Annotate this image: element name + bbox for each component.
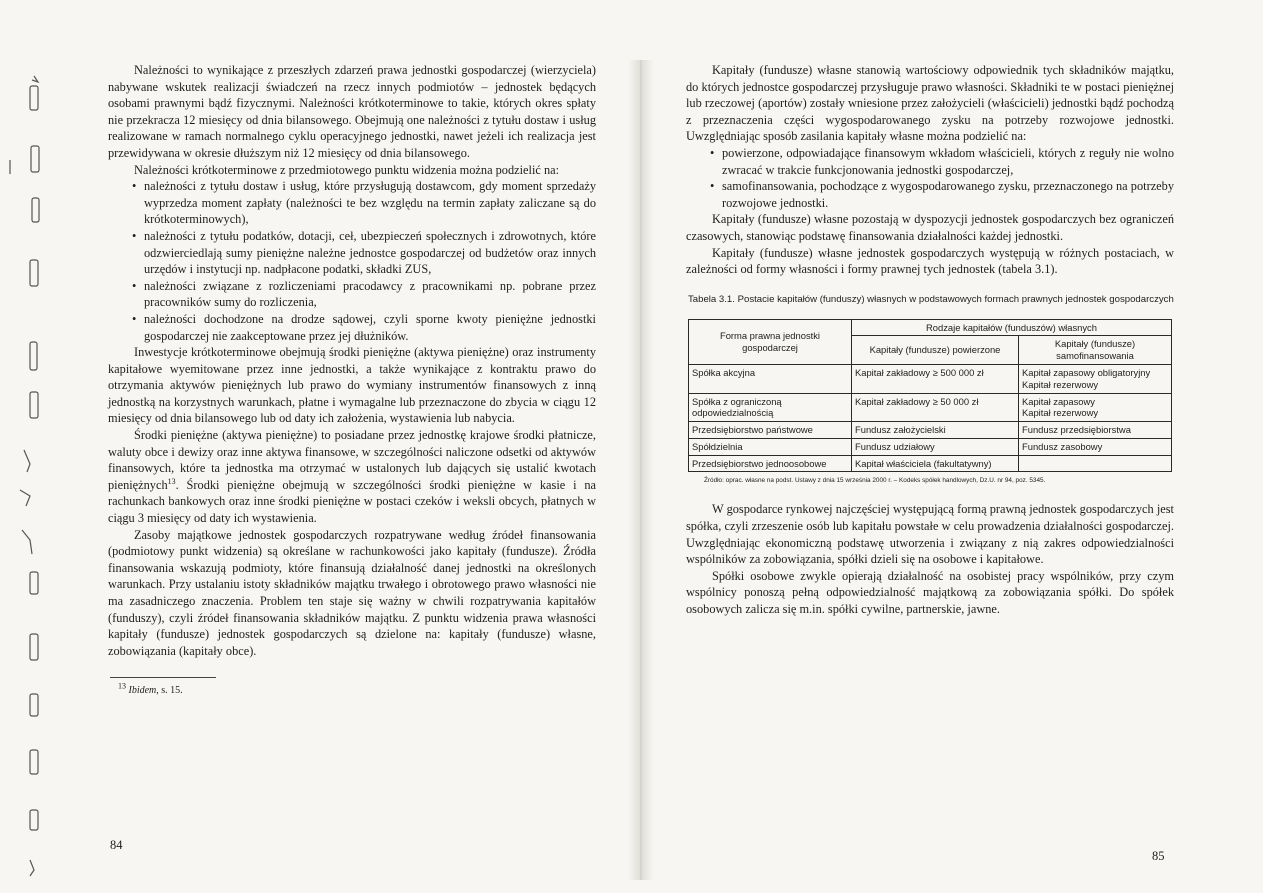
footnote-tail: , s. 15. (156, 685, 183, 697)
left-page (108, 62, 596, 698)
left-paragraph-5: Zasoby majątkowe jednostek gospodarczych rozpatrywane według źródeł finansowania (podmiotowy punkt widzenia) są określane w rachunkowości jako kapitały (fundusze). Źródła finansowania wskazują podmioty, które finansują działalność danej jednostki na określonych warunkach. Przy ustalaniu istoty składników majątku trwałego i obrotowego prawo własności nie ma zasadniczego znaczenia. Problem ten staje się ważny w chwili rozpatrywania kapitałów (funduszy), czyli źródeł finansowania składników majątku. Z punktu widzenia prawa własności kapitały (fundusze) jednostek gospodarczych są dzielone na: kapitały (fundusze) własne, zobowiązania (kapitały obce). (108, 527, 596, 658)
left-paragraph-1: Należności to wynikające z przeszłych zdarzeń prawa jednostki gospodarczej (wierzyciela) nabywane wskutek realizacji świadczeń na rzecz innych podmiotów – jednostek będących osobami prawnymi bądź fizycznymi. Należności krótkoterminowe to takie, których okres spłaty nie przekracza 12 miesięcy od dnia bilansowego. Obejmują one należności z tytułu dostaw i usług realizowane w ramach normalnego cyklu operacyjnego jednostki, nawet jeżeli ich realizacja jest przewidywana w okresie dłuższym niż 12 miesięcy od dnia bilansowego. (108, 63, 596, 160)
group-header: Rodzaje kapitałów (funduszów) własnych (852, 319, 1172, 336)
footnote-number: 13 (118, 682, 126, 692)
right-paragraph-4: W gospodarce rynkowej najczęściej występującą formą prawną jednostek gospodarczych jest spółka, czyli zrzeszenie osób lub kapitału powstałe w celu prowadzenia działalności gospodarczej. Uwzględniając ekonomiczną podstawę utworzenia i związany z nią zakres odpowiedzialności wspólników za zobowiązania, spółki dzieli się na osobowe i kapitałowe. (686, 502, 1174, 567)
cell-self-line: Kapitał rezerwowy (1022, 407, 1099, 419)
cell-entrusted: Kapitał zakładowy ≥ 500 000 zł (852, 364, 1019, 393)
cell-entrusted: Fundusz udziałowy (852, 438, 1019, 455)
right-bullet-list (686, 145, 1174, 211)
page-number-left: 84 (110, 838, 123, 852)
footnote (118, 684, 596, 698)
list-item: • samofinansowania, pochodzące z wygospodarowanego zysku, przeznaczonego na potrzeby rozwojowe jednostki. (722, 178, 1174, 211)
page-number-right: 85 (1152, 849, 1165, 863)
cell-self-line: Kapitał rezerwowy (1022, 378, 1099, 390)
cell-form: Spółka z ograniczoną odpowiedzialnością (689, 393, 852, 422)
footnote-ibid: Ibidem (128, 685, 157, 697)
cell-entrusted: Kapitał właściciela (fakultatywny) (852, 455, 1019, 472)
cell-form: Spółka akcyjna (689, 364, 852, 393)
cell-self (1019, 393, 1172, 422)
right-page (686, 62, 1174, 618)
footnote-ref: 13 (167, 476, 176, 486)
list-item: • należności dochodzone na drodze sądowej, czyli sporne kwoty pieniężne jednostki gospodarczej nie zaakceptowane przez jej dłużników. (144, 311, 596, 344)
cell-self: Fundusz przedsiębiorstwa (1019, 422, 1172, 439)
table-row (689, 393, 1172, 422)
cell-form: Spółdzielnia (689, 438, 852, 455)
table-row (689, 438, 1172, 455)
right-paragraph-3: Kapitały (fundusze) własne jednostek gospodarczych występują w różnych postaciach, w zależności od formy własności i formy prawnej tych jednostek (tabela 3.1). (686, 245, 1174, 277)
cell-entrusted: Kapitał zakładowy ≥ 50 000 zł (852, 393, 1019, 422)
cell-form: Przedsiębiorstwo jednoosobowe (689, 455, 852, 472)
col-header-form: Forma prawna jednostki gospodarczej (689, 319, 852, 364)
table-row (689, 455, 1172, 472)
cell-self (1019, 455, 1172, 472)
binding-scan-marks (0, 20, 46, 880)
table-caption: Tabela 3.1. Postacie kapitałów (funduszy) własnych w podstawowych formach prawnych jednostek gospodarczych (688, 293, 1174, 305)
cell-self-line: Kapitał zapasowy obligatoryjny (1022, 366, 1151, 378)
col-header-entrusted: Kapitały (fundusze) powierzone (852, 336, 1019, 365)
cell-entrusted: Fundusz założycielski (852, 422, 1019, 439)
left-paragraph-4 (108, 427, 596, 527)
list-item: • należności z tytułu podatków, dotacji, ceł, ubezpieczeń społecznych i zdrowotnych, które odzwierciedlają sumy pieniężne należne jednostce gospodarczej od budżetów oraz innych urzędów i instytucji np. nadpłacone podatki, składki ZUS, (144, 228, 596, 278)
cell-self (1019, 364, 1172, 393)
right-paragraph-1: Kapitały (fundusze) własne stanowią wartościowy odpowiednik tych składników majątku, do których jednostce gospodarczej przysługuje prawo własności. Składniki te w postaci pieniężnej lub rzeczowej (aportów) zostały wniesione przez założycieli (właścicieli) jednostki bądź pochodzą z przeznaczenia części wygospodarowanego zysku na potrzeby rozwojowe jednostki. Uwzględniając sposób zasilania kapitały własne można podzielić na: (686, 63, 1174, 144)
para4-tail: . Środki pieniężne obejmują w szczególności środki pieniężne w kasie i na rachunkach bankowych oraz inne środki pieniężne w postaci czeków i weksli obcych, płatnych w ciągu 3 miesięcy od daty ich wystawienia. (108, 477, 596, 526)
table-source: Źródło: oprac. własne na podst. Ustawy z dnia 15 września 2000 r. – Kodeks spółek handlowych, Dz.U. nr 94, poz. 5345. (704, 477, 1046, 485)
para4-text: Środki pieniężne (aktywa pieniężne) to posiadane przez jednostkę krajowe środki płatnicze, waluty obce i dewizy oraz inne aktywa finansowe, w szczególności naliczone odsetki od aktywów finansowych, które ta jednostka ma otrzymać w ustalonych lub dających się ustalić kwotach pieniężnych (108, 428, 596, 492)
list-item: • należności z tytułu dostaw i usług, które przysługują dostawcom, gdy moment sprzedaży wyprzedza moment zapłaty (należności te bez względu na termin zapłaty zaliczane są do krótkoterminowych), (144, 178, 596, 228)
table-row (689, 364, 1172, 393)
col-header-self: Kapitały (fundusze) samofinansowania (1019, 336, 1172, 365)
book-gutter (628, 60, 654, 880)
right-paragraph-5: Spółki osobowe zwykle opierają działalność na osobistej pracy wspólników, przy czym wspólnicy ponoszą pełną odpowiedzialność majątkową za zobowiązania spółki. Do spółek osobowych zalicza się m.in. spółki cywilne, partnerskie, jawne. (686, 568, 1174, 617)
footnote-divider (110, 677, 216, 678)
left-paragraph-3: Inwestycje krótkoterminowe obejmują środki pieniężne (aktywa pieniężne) oraz instrumenty kapitałowe wyemitowane przez inne jednostki, a także wynikające z kontraktu prawo do otrzymania aktywów pieniężnych lub prawo do wymiany instrumentów finansowych z inną jednostką na korzystnych warunkach, płatne i wymagalne lub przeznaczone do zbycia w ciągu 12 miesięcy od dnia bilansowego lub od daty ich założenia, wystawienia lub nabycia. (108, 345, 596, 426)
left-paragraph-2: Należności krótkoterminowe z przedmiotowego punktu widzenia można podzielić na: (134, 162, 560, 177)
left-bullet-list (108, 178, 596, 344)
cell-form: Przedsiębiorstwo państwowe (689, 422, 852, 439)
table-header-row (689, 319, 1172, 336)
cell-self-line: Kapitał zapasowy (1022, 395, 1095, 407)
cell-self: Fundusz zasobowy (1019, 438, 1172, 455)
list-item: • powierzone, odpowiadające finansowym wkładom właścicieli, których z reguły nie wolno zwracać w trakcie funkcjonowania jednostki gospodarczej, (722, 145, 1174, 178)
right-paragraph-2: Kapitały (fundusze) własne pozostają w dyspozycji jednostek gospodarczych bez ograniczeń czasowych, stanowiąc podstawę finansowania działalności każdej jednostki. (686, 212, 1174, 243)
table-row (689, 422, 1172, 439)
list-item: • należności związane z rozliczeniami pracodawcy z pracownikami np. pobrane przez pracowników sumy do rozliczenia, (144, 278, 596, 311)
capital-table (688, 319, 1172, 473)
